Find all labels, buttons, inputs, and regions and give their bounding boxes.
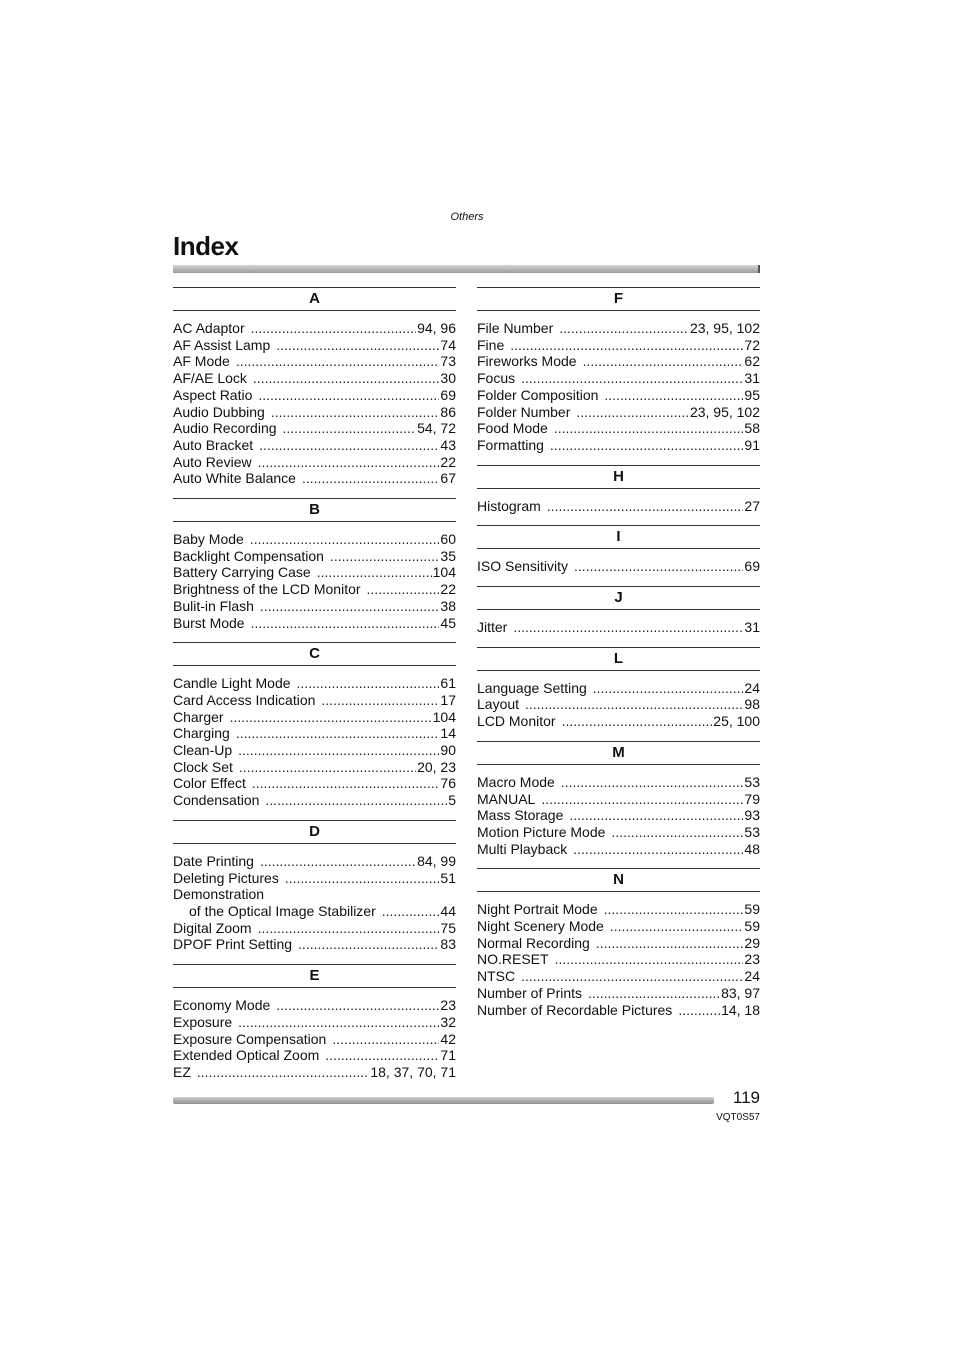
index-entry	[477, 619, 760, 636]
index-column-left	[173, 287, 456, 1086]
entry-term: Baby Mode	[173, 531, 244, 548]
entry-term: of the Optical Image Stabilizer	[189, 902, 376, 919]
entry-pages: 79	[744, 790, 760, 807]
entry-term: Number of Recordable Pictures	[477, 1001, 673, 1018]
dot-leader	[285, 870, 440, 887]
index-group-a	[173, 287, 456, 492]
dot-leader	[596, 935, 744, 952]
entry-term: Fine	[477, 336, 505, 353]
dot-leader	[250, 531, 440, 548]
entry-term: Economy Mode	[173, 997, 271, 1014]
index-entry	[477, 353, 760, 370]
dot-leader	[238, 742, 439, 759]
index-entry	[477, 387, 760, 404]
dot-leader	[569, 807, 743, 824]
index-entry	[173, 370, 456, 387]
index-entry	[173, 615, 456, 632]
entry-term: Digital Zoom	[173, 919, 252, 936]
entry-pages: 98	[744, 696, 760, 713]
index-group-b	[173, 498, 456, 636]
dot-leader	[588, 985, 720, 1002]
letter-header: E	[173, 964, 456, 988]
dot-leader	[260, 598, 440, 615]
index-entry	[173, 531, 456, 548]
entry-pages: 18, 37, 70, 71	[370, 1063, 456, 1080]
index-entry	[477, 985, 760, 1002]
title-rule	[173, 265, 760, 273]
index-entry	[477, 968, 760, 985]
index-group-l	[477, 647, 760, 735]
entry-pages: 32	[440, 1013, 456, 1030]
entry-term: Focus	[477, 370, 516, 387]
dot-leader	[258, 387, 439, 404]
index-entry	[477, 807, 760, 824]
index-entry	[173, 692, 456, 709]
entry-term: Folder Number	[477, 403, 571, 420]
entry-pages: 58	[744, 420, 760, 437]
dot-leader	[230, 709, 432, 726]
entry-term: Night Portrait Mode	[477, 901, 598, 918]
dot-leader	[562, 713, 713, 730]
entry-list	[477, 671, 760, 735]
dot-leader	[302, 470, 439, 487]
entry-pages: 104	[432, 708, 456, 725]
entry-list	[173, 844, 456, 958]
page-title: Index	[173, 231, 239, 261]
index-column-right	[477, 287, 760, 1023]
index-group-j	[477, 586, 760, 641]
index-entry	[477, 774, 760, 791]
index-group-d	[173, 820, 456, 958]
index-group-n	[477, 868, 760, 1023]
dot-leader	[510, 337, 743, 354]
index-group-c	[173, 642, 456, 814]
index-entry	[173, 387, 456, 404]
entry-term: AF/AE Lock	[173, 370, 247, 387]
entry-term: Brightness of the LCD Monitor	[173, 581, 361, 598]
index-entry	[173, 1031, 456, 1048]
dot-leader	[555, 951, 744, 968]
dot-leader	[521, 968, 743, 985]
entry-pages: 44	[440, 902, 456, 919]
index-entry	[173, 775, 456, 792]
entry-term: Language Setting	[477, 679, 587, 696]
index-entry	[477, 337, 760, 354]
dot-leader	[283, 420, 417, 437]
dot-leader	[330, 548, 439, 565]
entry-pages: 31	[744, 370, 760, 387]
dot-leader	[611, 824, 743, 841]
index-entry	[173, 997, 456, 1014]
entry-term: Fireworks Mode	[477, 353, 577, 370]
entry-term: Multi Playback	[477, 840, 568, 857]
dot-leader	[265, 792, 447, 809]
dot-leader	[573, 841, 743, 858]
entry-pages: 95	[744, 386, 760, 403]
dot-leader	[251, 615, 440, 632]
entry-pages: 42	[440, 1030, 456, 1047]
entry-term: ISO Sensitivity	[477, 558, 569, 575]
entry-term: Food Mode	[477, 420, 548, 437]
index-entry	[477, 320, 760, 337]
entry-term: Motion Picture Mode	[477, 823, 606, 840]
entry-term: NO.RESET	[477, 951, 549, 968]
index-entry	[477, 558, 760, 575]
entry-pages: 48	[744, 840, 760, 857]
entry-pages: 14, 18	[721, 1001, 760, 1018]
dot-leader	[550, 437, 744, 454]
entry-term: AC Adaptor	[173, 320, 245, 336]
dot-leader	[325, 1047, 439, 1064]
letter-header: M	[477, 741, 760, 765]
entry-pages: 75	[440, 919, 456, 936]
index-entry	[173, 454, 456, 471]
dot-leader	[276, 337, 439, 354]
entry-pages: 93	[744, 807, 760, 824]
letter-header: H	[477, 465, 760, 489]
entry-pages: 23, 95, 102	[689, 320, 760, 336]
dot-leader	[260, 853, 416, 870]
index-entry	[173, 581, 456, 598]
index-entry	[477, 696, 760, 713]
entry-term: Auto Bracket	[173, 436, 254, 453]
dot-leader	[298, 936, 439, 953]
entry-pages: 22	[440, 453, 456, 470]
entry-list	[173, 311, 456, 492]
entry-pages: 23	[744, 951, 760, 968]
dot-leader	[271, 404, 440, 421]
entry-pages: 53	[744, 823, 760, 840]
index-entry	[173, 1047, 456, 1064]
dot-leader	[583, 353, 744, 370]
dot-leader	[554, 420, 744, 437]
letter-header: C	[173, 642, 456, 666]
entry-pages: 91	[744, 436, 760, 453]
dot-leader	[253, 370, 440, 387]
entry-term: LCD Monitor	[477, 713, 556, 730]
letter-header: L	[477, 647, 760, 671]
footer-rule	[173, 1097, 714, 1104]
index-entry	[173, 675, 456, 692]
entry-pages: 83, 97	[721, 984, 760, 1001]
entry-term: Condensation	[173, 792, 260, 809]
entry-list	[477, 311, 760, 459]
entry-term: Auto White Balance	[173, 470, 296, 487]
index-entry	[173, 564, 456, 581]
entry-term: AF Assist Lamp	[173, 336, 271, 353]
entry-term: File Number	[477, 320, 554, 336]
entry-pages: 74	[440, 336, 456, 353]
dot-leader	[604, 387, 743, 404]
index-entry	[477, 370, 760, 387]
entry-pages: 24	[744, 968, 760, 985]
entry-term: Macro Mode	[477, 773, 555, 790]
entry-term: Formatting	[477, 436, 544, 453]
entry-term: Aspect Ratio	[173, 386, 253, 403]
entry-term: Audio Dubbing	[173, 403, 265, 420]
index-entry	[477, 437, 760, 454]
entry-pages: 35	[440, 547, 456, 564]
entry-pages: 72	[744, 336, 760, 353]
entry-term: Date Printing	[173, 852, 254, 869]
entry-pages: 69	[744, 558, 760, 575]
entry-term: Demonstration	[173, 886, 265, 903]
entry-pages: 25, 100	[713, 713, 760, 730]
index-entry	[173, 853, 456, 870]
entry-pages: 73	[440, 353, 456, 370]
index-entry	[477, 1002, 760, 1019]
entry-pages: 94, 96	[417, 320, 456, 336]
letter-header: I	[477, 525, 760, 549]
dot-leader	[576, 404, 689, 421]
index-group-h	[477, 465, 760, 520]
entry-pages: 43	[440, 436, 456, 453]
index-group-f	[477, 287, 760, 459]
entry-pages: 69	[440, 386, 456, 403]
entry-pages: 86	[440, 403, 456, 420]
dot-leader	[593, 680, 744, 697]
index-entry	[173, 886, 456, 903]
entry-pages: 83	[440, 936, 456, 953]
dot-leader	[561, 774, 744, 791]
entry-pages: 14	[440, 725, 456, 742]
index-entry	[173, 1064, 456, 1081]
index-entry	[477, 935, 760, 952]
entry-list	[477, 549, 760, 580]
index-entry	[173, 936, 456, 953]
index-entry	[477, 420, 760, 437]
dot-leader	[610, 918, 744, 935]
index-entry	[477, 901, 760, 918]
index-entry	[173, 725, 456, 742]
letter-header: J	[477, 586, 760, 610]
index-entry	[173, 742, 456, 759]
entry-term: Clock Set	[173, 758, 233, 775]
entry-term: Clean-Up	[173, 742, 233, 759]
entry-pages: 17	[440, 691, 456, 708]
dot-leader	[236, 725, 440, 742]
entry-term: Exposure	[173, 1013, 233, 1030]
dot-leader	[252, 775, 440, 792]
entry-term: Charging	[173, 725, 230, 742]
entry-term: Card Access Indication	[173, 691, 316, 708]
entry-term: Charger	[173, 708, 224, 725]
document-code: VQT0S57	[716, 1112, 760, 1123]
entry-term: Battery Carrying Case	[173, 564, 311, 581]
dot-leader	[251, 320, 416, 337]
entry-pages: 24	[744, 679, 760, 696]
index-entry	[477, 404, 760, 421]
entry-pages: 45	[440, 614, 456, 631]
index-entry	[477, 951, 760, 968]
entry-pages: 20, 23	[417, 758, 456, 775]
entry-pages: 104	[432, 564, 456, 581]
entry-pages: 27	[744, 497, 760, 514]
entry-term: Burst Mode	[173, 614, 245, 631]
section-label: Others	[450, 211, 484, 223]
entry-pages: 5	[448, 792, 456, 809]
entry-pages: 54, 72	[417, 420, 456, 437]
entry-pages: 23, 95, 102	[689, 403, 760, 420]
entry-term: Histogram	[477, 497, 541, 514]
entry-pages: 76	[440, 775, 456, 792]
letter-header: A	[173, 287, 456, 311]
entry-term: Extended Optical Zoom	[173, 1047, 320, 1064]
index-entry	[477, 791, 760, 808]
entry-pages: 62	[744, 353, 760, 370]
dot-leader	[559, 320, 689, 337]
dot-leader	[678, 1002, 720, 1019]
entry-list	[477, 610, 760, 641]
index-entry	[173, 759, 456, 776]
dot-leader	[332, 1031, 439, 1048]
dot-leader	[541, 791, 743, 808]
entry-term: Jitter	[477, 619, 508, 636]
entry-term: Audio Recording	[173, 420, 277, 437]
entry-pages: 90	[440, 742, 456, 759]
dot-leader	[239, 759, 416, 776]
entry-list	[477, 489, 760, 520]
dot-leader	[236, 353, 440, 370]
entry-term: MANUAL	[477, 790, 536, 807]
entry-term: Backlight Compensation	[173, 547, 324, 564]
entry-list	[173, 522, 456, 636]
entry-pages: 31	[744, 619, 760, 636]
entry-pages: 59	[744, 918, 760, 935]
entry-term: Exposure Compensation	[173, 1030, 327, 1047]
letter-header: F	[477, 287, 760, 311]
dot-leader	[258, 920, 440, 937]
dot-leader	[574, 558, 743, 575]
letter-header: N	[477, 868, 760, 892]
entry-pages: 67	[440, 470, 456, 487]
dot-leader	[276, 997, 439, 1014]
letter-header: B	[173, 498, 456, 522]
index-entry	[477, 918, 760, 935]
dot-leader	[317, 564, 432, 581]
entry-term: Color Effect	[173, 775, 246, 792]
entry-list	[477, 892, 760, 1023]
entry-term: Mass Storage	[477, 807, 564, 824]
index-entry	[173, 903, 456, 920]
entry-term: DPOF Print Setting	[173, 936, 293, 953]
dot-leader	[297, 675, 440, 692]
page-number: 119	[732, 1088, 760, 1107]
index-entry	[173, 920, 456, 937]
dot-leader	[321, 692, 439, 709]
dot-leader	[513, 619, 743, 636]
entry-pages: 38	[440, 597, 456, 614]
entry-term: Auto Review	[173, 453, 252, 470]
index-entry	[173, 870, 456, 887]
index-entry	[173, 320, 456, 337]
entry-term: Folder Composition	[477, 386, 599, 403]
index-entry	[173, 353, 456, 370]
index-group-m	[477, 741, 760, 863]
dot-leader	[382, 903, 440, 920]
dot-leader	[259, 437, 439, 454]
dot-leader	[547, 498, 744, 515]
entry-pages: 22	[440, 581, 456, 598]
entry-list	[173, 988, 456, 1086]
index-entry	[173, 337, 456, 354]
entry-term: Deleting Pictures	[173, 869, 279, 886]
letter-header: D	[173, 820, 456, 844]
index-entry	[477, 824, 760, 841]
index-entry	[173, 709, 456, 726]
dot-leader	[521, 370, 743, 387]
entry-term: AF Mode	[173, 353, 230, 370]
entry-term: Number of Prints	[477, 984, 583, 1001]
index-entry	[173, 1014, 456, 1031]
index-group-i	[477, 525, 760, 580]
index-entry	[477, 841, 760, 858]
index-entry	[173, 470, 456, 487]
entry-term: Bulit-in Flash	[173, 597, 254, 614]
entry-pages: 53	[744, 773, 760, 790]
index-entry	[173, 437, 456, 454]
index-entry	[477, 498, 760, 515]
index-entry	[173, 420, 456, 437]
entry-term: Candle Light Mode	[173, 675, 291, 692]
index-entry	[173, 792, 456, 809]
index-group-e	[173, 964, 456, 1086]
entry-term: EZ	[173, 1063, 191, 1080]
dot-leader	[238, 1014, 439, 1031]
dot-leader	[367, 581, 440, 598]
index-entry	[173, 598, 456, 615]
entry-term: Night Scenery Mode	[477, 918, 604, 935]
entry-pages: 71	[440, 1047, 456, 1064]
dot-leader	[525, 696, 743, 713]
entry-list	[173, 666, 456, 814]
dot-leader	[604, 901, 744, 918]
dot-leader	[197, 1064, 369, 1081]
index-entry	[477, 713, 760, 730]
entry-pages: 23	[440, 997, 456, 1014]
entry-term: Normal Recording	[477, 934, 590, 951]
index-entry	[477, 680, 760, 697]
index-entry	[173, 548, 456, 565]
index-entry	[173, 404, 456, 421]
entry-pages: 59	[744, 901, 760, 918]
entry-term: Layout	[477, 696, 520, 713]
entry-pages: 61	[440, 675, 456, 692]
entry-term: NTSC	[477, 968, 516, 985]
entry-pages: 60	[440, 531, 456, 548]
entry-list	[477, 765, 760, 863]
entry-pages: 29	[744, 934, 760, 951]
dot-leader	[258, 454, 440, 471]
entry-pages: 30	[440, 370, 456, 387]
entry-pages: 84, 99	[417, 852, 456, 869]
entry-pages: 51	[440, 869, 456, 886]
